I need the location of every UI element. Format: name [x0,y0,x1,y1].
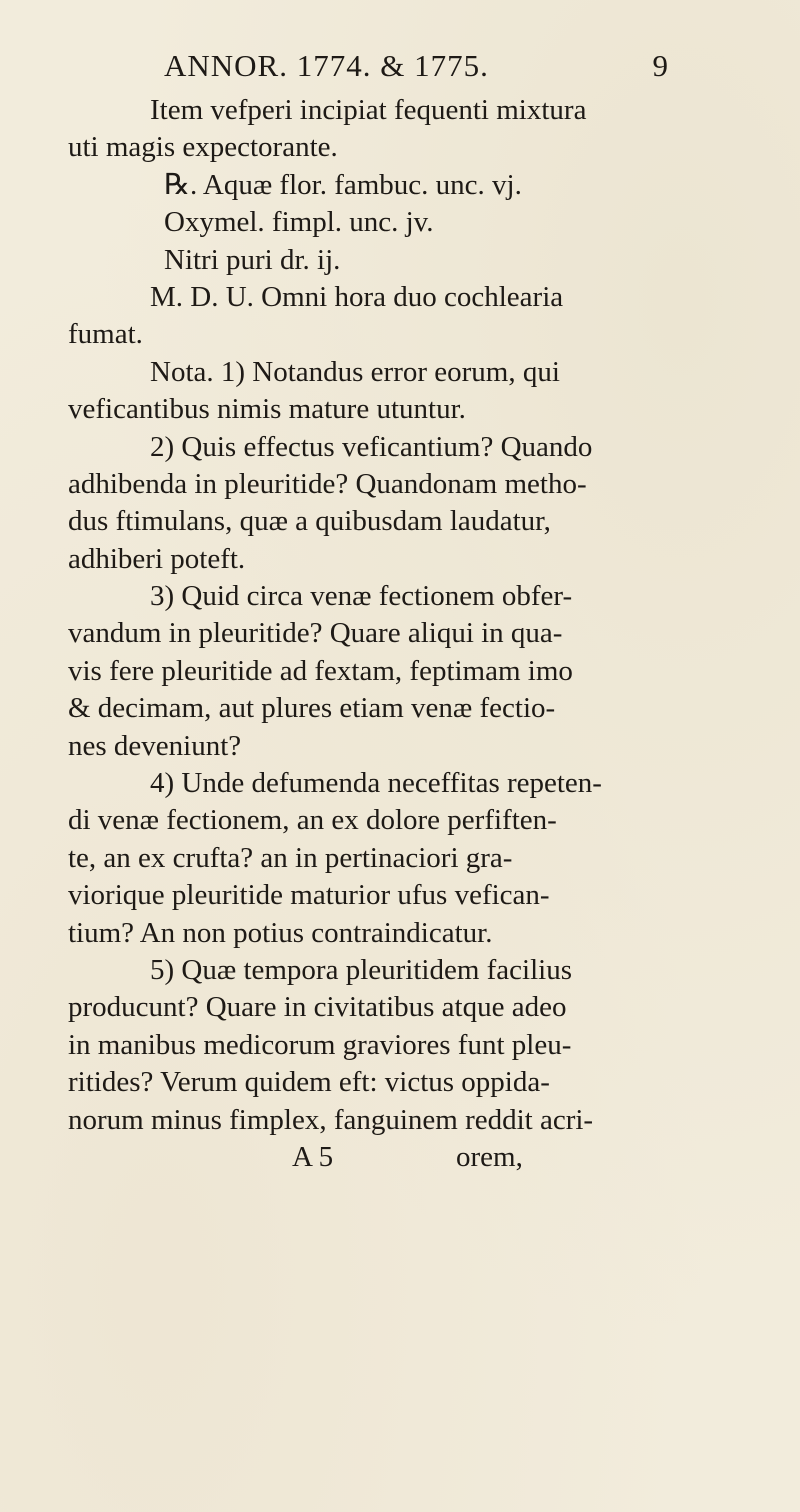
text-line: vis fere pleuritide ad fextam, feptimam imo [68,654,573,687]
text-line: in manibus medicorum graviores funt pleu- [68,1028,572,1061]
text-line: 2) Quis effectus veficantium? Quando [150,430,593,463]
prescription-line: Nitri puri dr. ij. [164,243,341,276]
text-line: uti magis expectorante. [68,131,338,164]
text-line: 4) Unde defumenda neceffitas repeten- [150,767,602,800]
signature-mark: A 5 [292,1140,334,1173]
text-line: tium? An non potius contraindicatur. [68,916,493,949]
text-line: adhiberi poteft. [68,542,246,575]
catchword: orem, [456,1140,523,1173]
text-line: te, an ex crufta? an in pertinaciori gra- [68,841,513,874]
text-line: ritides? Verum quidem eft: victus oppida- [68,1066,550,1099]
text-line: & decimam, aut plures etiam venæ fectio- [68,692,556,725]
text-line: norum minus fimplex, fanguinem reddit acri- [68,1103,594,1136]
text-line: fumat. [68,318,143,351]
text-line: 5) Quæ tempora pleuritidem facilius [150,953,573,986]
text-line: dus ftimulans, quæ a quibusdam laudatur, [68,505,551,538]
text-line: Item vefperi incipiat fequenti mixtura [150,94,587,126]
text-line: 3) Quid circa venæ fectionem obfer- [150,580,573,613]
text-line: adhibenda in pleuritide? Quandonam metho- [68,467,587,500]
text-line: di venæ fectionem, an ex dolore perfiften- [68,804,557,837]
text-line: nes deveniunt? [68,729,242,762]
running-head: ANNOR. 1774. & 1775. [164,48,489,83]
text-line: M. D. U. Omni hora duo cochlearia [150,280,564,313]
page-number: 9 [652,48,668,83]
nota-line: Nota. 1) Notandus error eorum, qui [150,355,560,388]
prescription-line: ℞. Aquæ flor. fambuc. unc. vj. [164,168,522,201]
text-line: producunt? Quare in civitatibus atque adeo [68,991,567,1024]
page-header [0,44,800,88]
text-line: viorique pleuritide maturior ufus vefican- [68,879,550,912]
page-footer [68,1139,784,1176]
body-text [68,92,784,1176]
text-line: veficantibus nimis mature utuntur. [68,393,466,426]
text-line: vandum in pleuritide? Quare aliqui in qua- [68,617,563,650]
prescription-line: Oxymel. fimpl. unc. jv. [164,206,434,239]
